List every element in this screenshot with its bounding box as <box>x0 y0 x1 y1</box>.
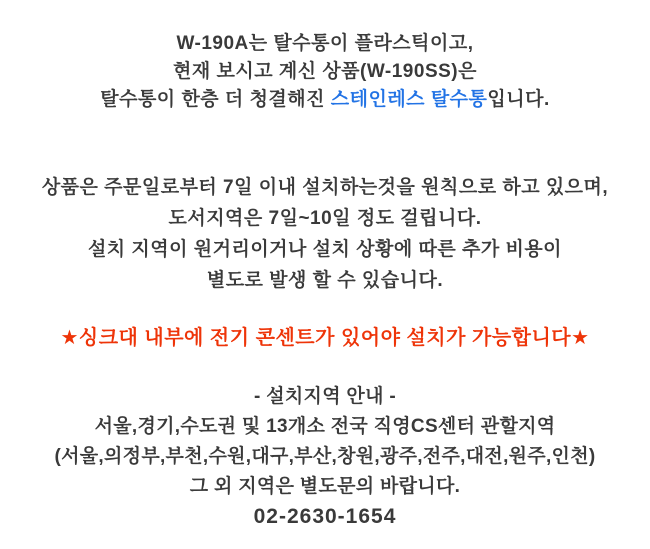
install-area-line-3: 그 외 지역은 별도문의 바랍니다. <box>189 476 461 497</box>
shipping-line-1: 상품은 주문일로부터 7일 이내 설치하는것을 원칙으로 하고 있으며, <box>41 177 609 198</box>
intro-line-1: W-190A는 탈수통이 플라스틱이고, <box>176 33 474 54</box>
install-area-title: - 설치지역 안내 - <box>254 386 396 407</box>
intro-line-3-prefix: 탈수통이 한층 더 청결해진 <box>100 89 331 110</box>
product-intro-paragraph <box>0 30 650 114</box>
stainless-highlight: 스테인레스 탈수통 <box>330 89 488 110</box>
cs-phone-number: 02-2630-1654 <box>253 505 397 528</box>
intro-line-3 <box>0 86 650 114</box>
install-area-paragraph <box>0 382 650 532</box>
shipping-policy-paragraph <box>0 172 650 296</box>
shipping-line-4: 별도로 발생 할 수 있습니다. <box>206 270 444 291</box>
intro-line-2: 현재 보시고 계신 상품(W-190SS)은 <box>173 61 477 82</box>
intro-line-3-suffix: 입니다. <box>487 89 550 110</box>
warning-text: ★싱크대 내부에 전기 콘센트가 있어야 설치가 가능합니다★ <box>60 327 590 349</box>
power-outlet-warning <box>0 326 650 350</box>
install-area-line-1: 서울,경기,수도권 및 13개소 전국 직영CS센터 관할지역 <box>94 416 556 437</box>
shipping-line-2: 도서지역은 7일~10일 정도 걸립니다. <box>168 208 482 229</box>
shipping-line-3: 설치 지역이 원거리이거나 설치 상황에 따른 추가 비용이 <box>87 239 563 260</box>
install-area-line-2: (서울,의정부,부천,수원,대구,부산,창원,광주,전주,대전,원주,인천) <box>54 446 596 467</box>
